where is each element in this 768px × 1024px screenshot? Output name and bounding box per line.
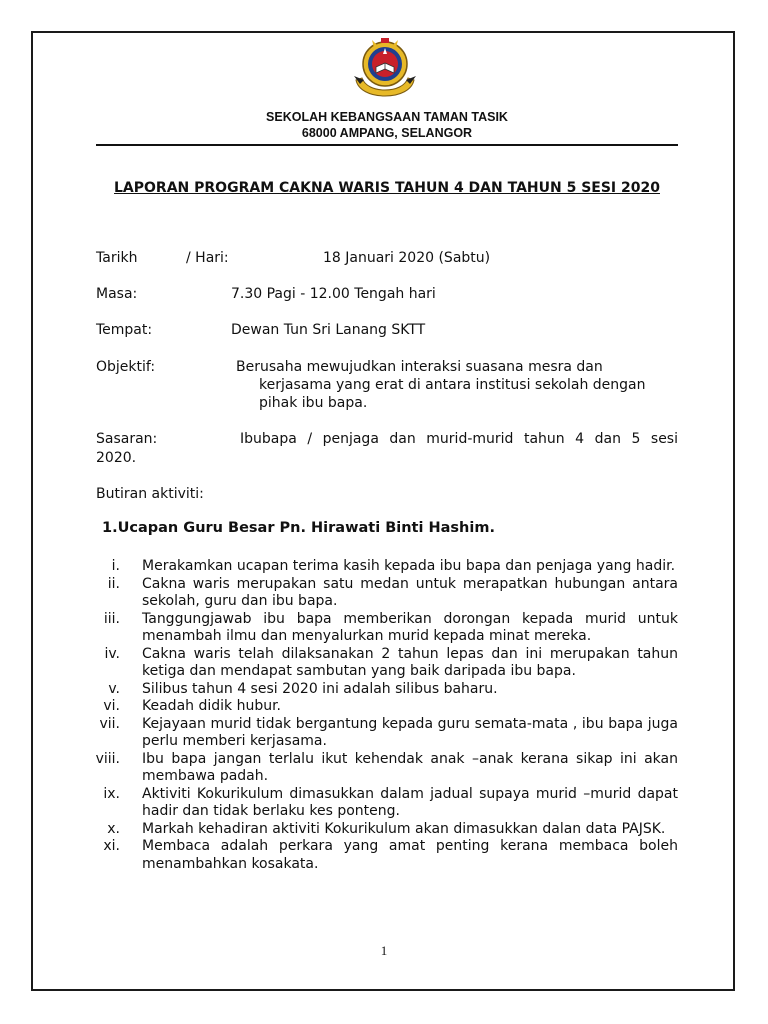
list-item-text: Keadah didik hubur. <box>142 698 282 714</box>
list-item-number: viii. <box>95 750 120 767</box>
speech-points-list <box>88 558 678 873</box>
objective-line-1: Berusaha mewujudkan interaksi suasana mesra dan <box>236 359 603 375</box>
list-item-number: ii. <box>107 575 120 592</box>
school-address: 68000 AMPANG, SELANGOR <box>301 126 473 140</box>
list-item <box>88 576 678 611</box>
list-item <box>88 611 678 646</box>
place-label: Tempat: <box>96 322 153 338</box>
list-item-text: Silibus tahun 4 sesi 2020 ini adalah silibus baharu. <box>142 680 498 697</box>
list-item <box>88 558 678 576</box>
header-divider <box>96 144 678 146</box>
activity-details-label: Butiran aktiviti: <box>96 486 204 502</box>
target-value-continued: 2020. <box>96 450 137 466</box>
list-item <box>88 646 678 681</box>
school-name: SEKOLAH KEBANGSAAN TAMAN TASIK <box>266 110 508 124</box>
section-heading: 1.Ucapan Guru Besar Pn. Hirawati Binti Hashim. <box>102 520 495 536</box>
list-item-text: Ibu bapa jangan terlalu ikut kehendak anak –anak kerana sikap ini akan membawa padah. <box>142 750 678 784</box>
list-item-number: ix. <box>103 785 120 802</box>
date-value: 18 Januari 2020 (Sabtu) <box>323 250 491 266</box>
date-label: Tarikh <box>96 250 138 266</box>
target-value: Ibubapa / penjaga dan murid-murid tahun 4 dan 5 sesi <box>240 431 678 447</box>
list-item-number: x. <box>107 820 120 837</box>
list-item-text: Cakna waris merupakan satu medan untuk merapatkan hubungan antara sekolah, guru dan ibu bapa. <box>142 575 678 609</box>
objective-line-3: pihak ibu bapa. <box>259 395 368 411</box>
list-item <box>88 681 678 699</box>
objective-line-2: kerjasama yang erat di antara institusi sekolah dengan <box>259 377 646 393</box>
time-label: Masa: <box>96 286 138 302</box>
list-item-text: Tanggungjawab ibu bapa memberikan dorongan kepada murid untuk menambah ilmu dan menyalurkan murid kepada minat mereka. <box>142 610 678 644</box>
report-title: LAPORAN PROGRAM CAKNA WARIS TAHUN 4 DAN TAHUN 5 SESI 2020 <box>114 180 660 196</box>
list-item-number: vi. <box>103 698 120 714</box>
list-item-number: v. <box>108 680 120 697</box>
list-item <box>88 786 678 821</box>
list-item <box>88 751 678 786</box>
school-crest-logo <box>350 36 420 100</box>
list-item-number: xi. <box>103 838 120 854</box>
list-item <box>88 838 678 873</box>
list-item-text: Membaca adalah perkara yang amat penting kerana membaca boleh menambahkan kosakata. <box>142 838 678 872</box>
list-item-number: iv. <box>104 645 120 662</box>
list-item-number: vii. <box>99 715 120 732</box>
list-item-text: Merakamkan ucapan terima kasih kepada ibu bapa dan penjaga yang hadir. <box>142 558 676 574</box>
list-item-number: iii. <box>103 610 120 627</box>
day-label: / Hari: <box>186 250 229 266</box>
list-item-text: Aktiviti Kokurikulum dimasukkan dalam jadual supaya murid –murid dapat hadir dan tidak berlaku kes ponteng. <box>142 785 678 819</box>
target-label: Sasaran: <box>96 431 158 447</box>
list-item <box>88 716 678 751</box>
list-item <box>88 698 678 716</box>
list-item-text: Markah kehadiran aktiviti Kokurikulum akan dimasukkan dalan data PAJSK. <box>142 820 666 837</box>
list-item-text: Cakna waris telah dilaksanakan 2 tahun lepas dan ini merupakan tahun ketiga dan mendapat sambutan yang baik daripada ibu bapa. <box>142 645 678 679</box>
list-item-text: Kejayaan murid tidak bergantung kepada guru semata-mata , ibu bapa juga perlu memberi kerjasama. <box>142 715 678 749</box>
place-value: Dewan Tun Sri Lanang SKTT <box>231 322 426 338</box>
list-item-number: i. <box>111 558 120 574</box>
objective-label: Objektif: <box>96 359 156 375</box>
list-item <box>88 821 678 839</box>
page-number: 1 <box>380 943 388 958</box>
time-value: 7.30 Pagi - 12.00 Tengah hari <box>231 286 436 302</box>
